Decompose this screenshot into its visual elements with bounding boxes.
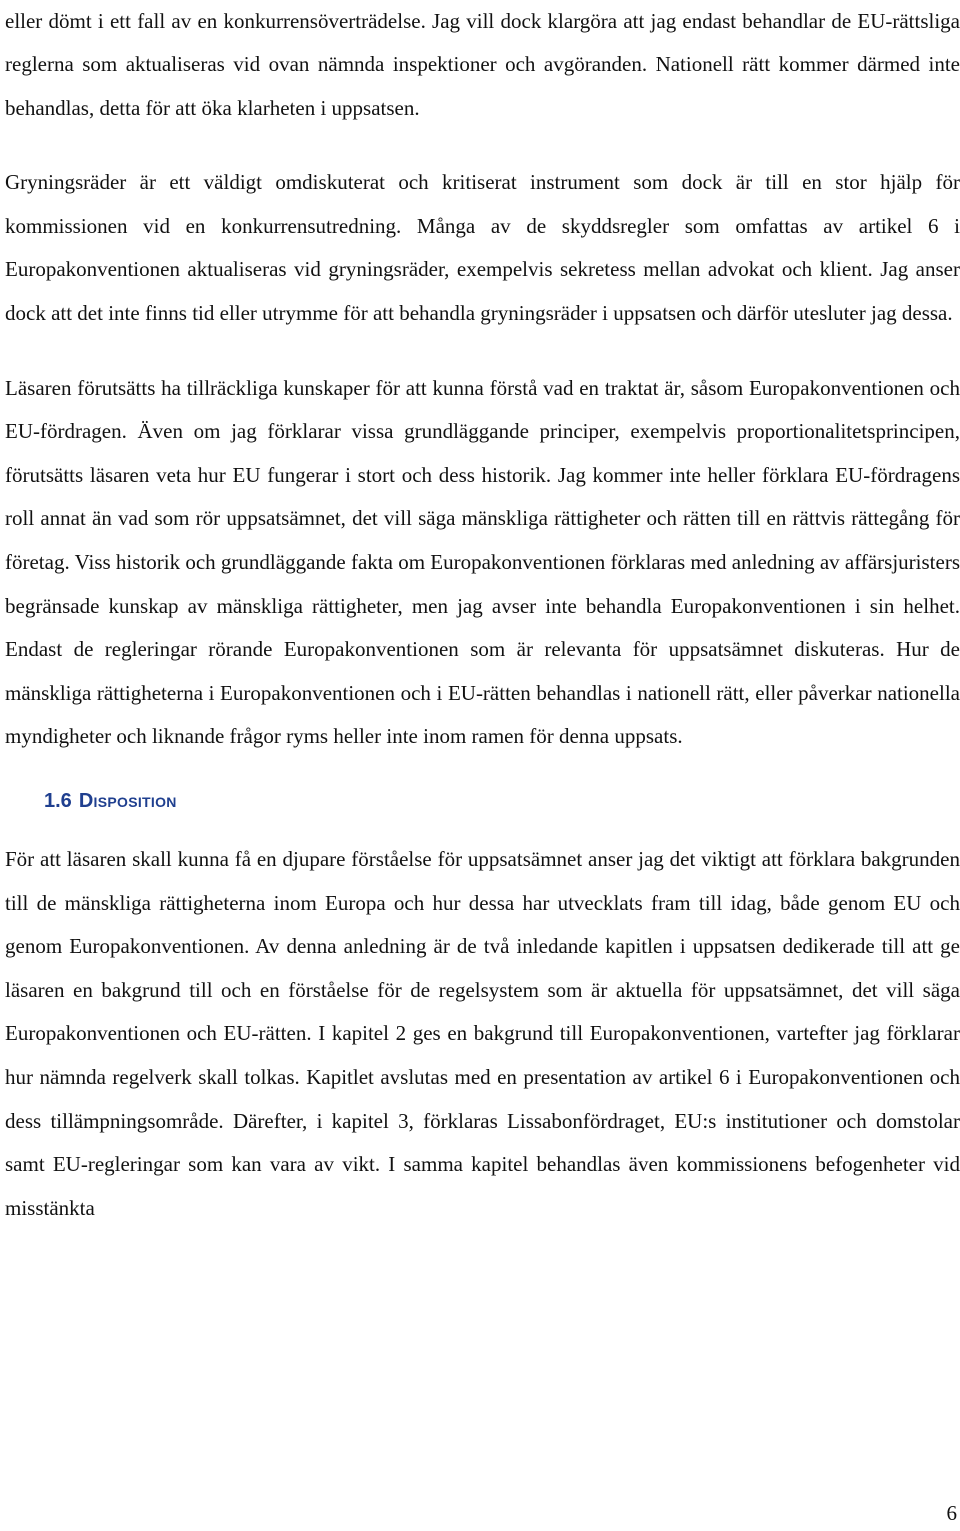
paragraph-reader-assumptions: Läsaren förutsätts ha tillräckliga kunskaper för att kunna förstå vad en traktat är, såsom Europakonventionen och EU-fördragen. Även om jag förklarar vissa grundläggande principer, exempelvis proportionalitetsprincipen, förutsätts läsaren veta hur EU fungerar i stort och dess historik. Jag kommer inte heller förklara EU-fördragens roll annat än vad som rör uppsatsämnet, det vill säga mänskliga rättigheter och rätten till en rättvis rättegång för företag. Viss historik och grundläggande fakta om Europakonventionen förklaras med anledning av affärsjuristers begränsade kunskap av mänskliga rättigheter, men jag avser inte behandla Europakonventionen i sin helhet. Endast de regleringar rörande Europakonventionen som är relevanta för uppsatsämnet diskuteras. Hur de mänskliga rättigheterna i Europakonventionen och i EU-rätten behandlas i nationell rätt, eller påverkar nationella myndigheter och liknande frågor ryms heller inte inom ramen för denna uppsats. [5, 375, 960, 749]
paragraph-disposition: För att läsaren skall kunna få en djupare förståelse för uppsatsämnet anser jag det viktigt att förklara bakgrunden till de mänskliga rättigheterna inom Europa och hur dessa har utvecklats fram till idag, både genom EU och genom Europakonventionen. Av denna anledning är de två inledande kapitlen i uppsatsen dedikerade till att ge läsaren en bakgrund till och en förståelse för de regelsystem som är aktuella för uppsatsämnet, det vill säga Europakonventionen och EU-rätten. I kapitel 2 ges en bakgrund till Europakonventionen, vartefter jag förklarar hur nämnda regelverk skall tolkas. Kapitlet avslutas med en presentation av artikel 6 i Europakonventionen och dess tillämpningsområde. Därefter, i kapitel 3, förklaras Lissabonfördraget, EU:s institutioner och domstolar samt EU-regleringar som kan vara av vikt. I samma kapitel behandlas även kommissionens befogenheter vid misstänkta [5, 847, 960, 1220]
page-number: 6 [946, 1501, 957, 1525]
document-page [5, 0, 960, 1230]
section-heading [5, 787, 960, 815]
paragraph-scope-limitation: eller dömt i ett fall av en konkurrensöverträdelse. Jag vill dock klargöra att jag endast behandlar de EU-rättsliga reglerna som aktualiseras vid ovan nämnda inspektioner och avgöranden. Nationell rätt kommer därmed inte behandlas, detta för att öka klarheten i uppsatsen. [5, 8, 960, 120]
section-number: 1.6 [44, 790, 72, 812]
section-title: Disposition [78, 790, 177, 812]
paragraph-dawn-raids: Gryningsräder är ett väldigt omdiskuterat och kritiserat instrument som dock är till en stor hjälp för kommissionen vid en konkurrensutredning. Många av de skyddsregler som omfattas av artikel 6 i Europakonventionen aktualiseras vid gryningsräder, exempelvis sekretess mellan advokat och klient. Jag anser dock att det inte finns tid eller utrymme för att behandla gryningsräder i uppsatsen och därför utesluter jag dessa. [5, 170, 960, 326]
